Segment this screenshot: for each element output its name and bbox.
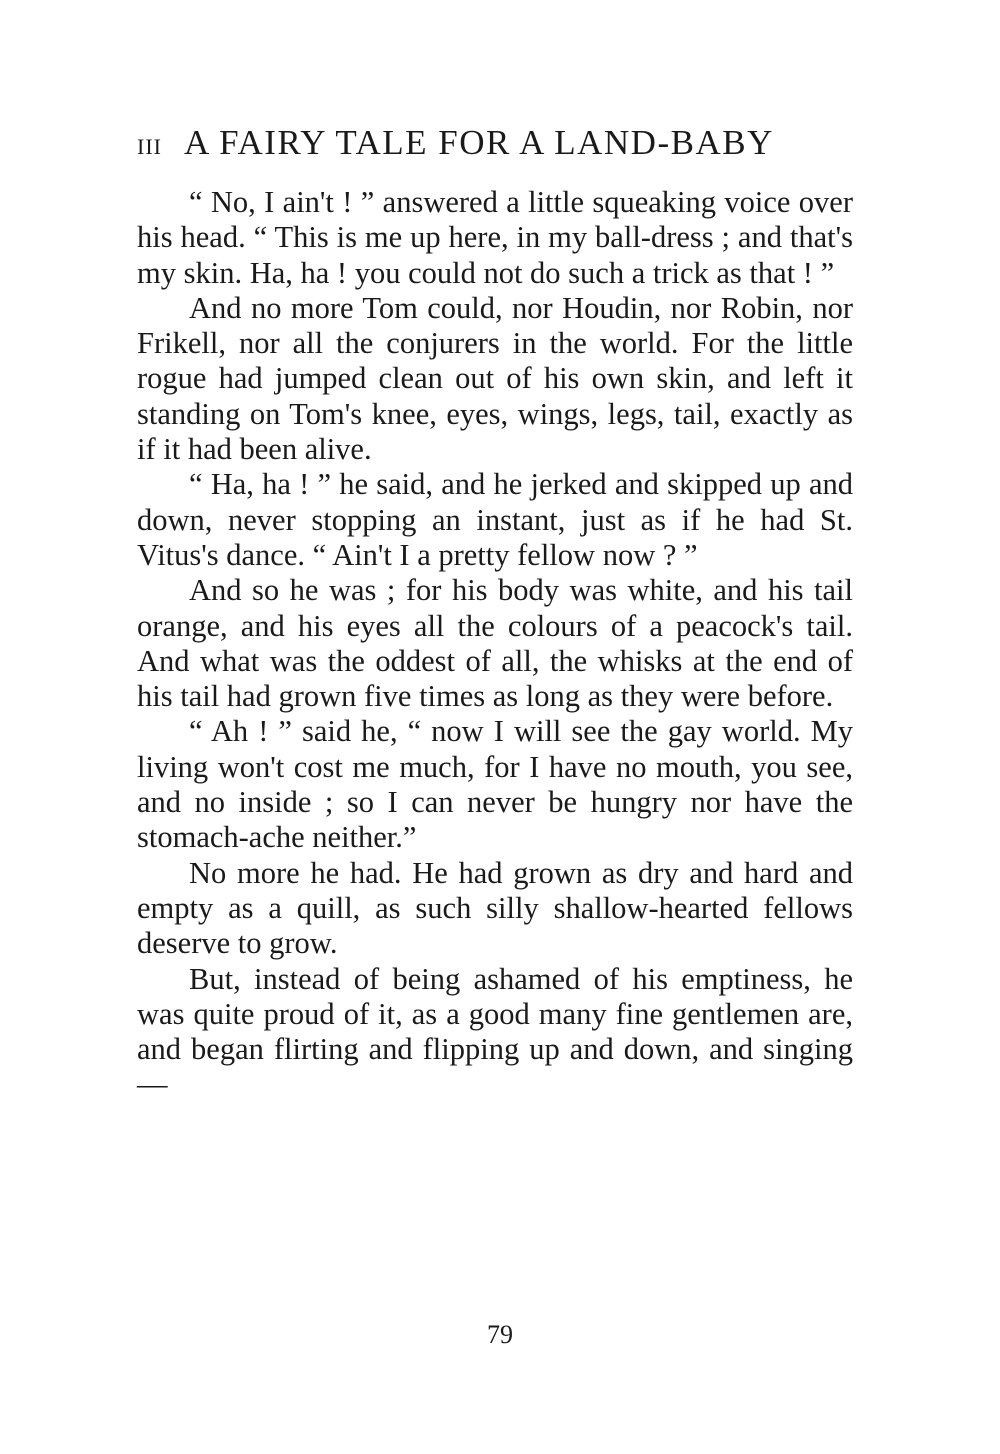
paragraph: And no more Tom could, nor Houdin, nor Robin, nor Frikell, nor all the conjurers in the world. For the little rogue had jumped clean out of his own skin, and left it standing on Tom's knee, eyes, wings, legs, tail, exactly as if it had been alive.	[137, 290, 853, 467]
paragraph: No more he had. He had grown as dry and hard and empty as a quill, as such silly shallow-hearted fellows deserve to grow.	[137, 855, 853, 961]
paragraph: “ Ha, ha ! ” he said, and he jerked and skipped up and down, never stopping an instant, just as if he had St. Vitus's dance. “ Ain't I a pretty fellow now ? ”	[137, 467, 853, 572]
paragraph: And so he was ; for his body was white, and his tail orange, and his eyes all the colours of a peacock's tail. And what was the oddest of all, the whisks at the end of his tail had grown five times as long as they were before.	[137, 573, 853, 714]
paragraph: “ No, I ain't ! ” answered a little squeaking voice over his head. “ This is me up here, in my ball-dress ; and that's my skin. Ha, ha ! you could not do such a trick as that ! ”	[137, 185, 853, 290]
paragraph: “ Ah ! ” said he, “ now I will see the gay world. My living won't cost me much, for I have no mouth, you see, and no inside ; so I can never be hungry nor have the stomach-ache neither.”	[137, 714, 853, 855]
page-number: 79	[487, 1320, 513, 1349]
paragraph: But, instead of being ashamed of his emptiness, he was quite proud of it, as a good many fine gentlemen are, and began flirting and flipping up and down, and singing—	[137, 961, 853, 1102]
chapter-number: III	[137, 134, 162, 159]
body-text	[137, 185, 853, 1103]
running-head	[137, 118, 853, 168]
running-title: A FAIRY TALE FOR A LAND-BABY	[183, 123, 774, 162]
